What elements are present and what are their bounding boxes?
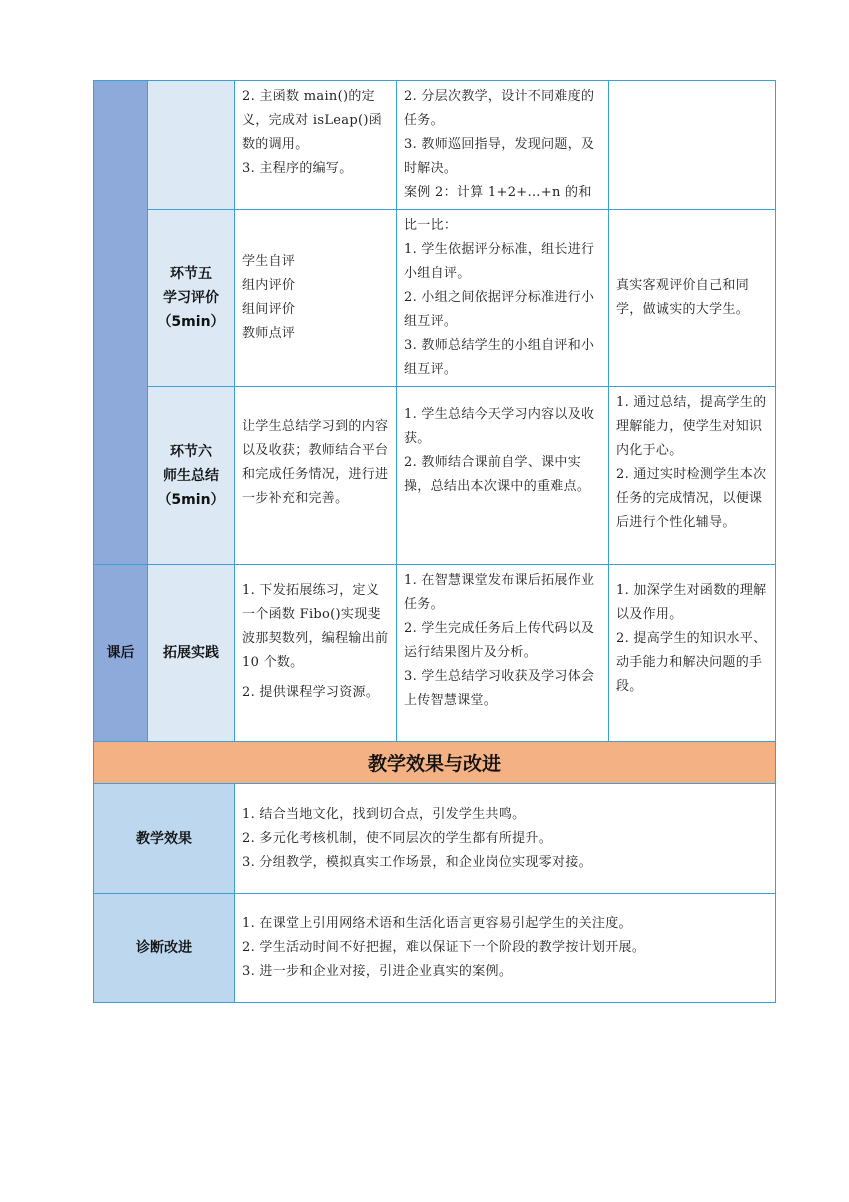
text-line: 2. 主函数 main()的定义，完成对 isLeap()函数的调用。 [242, 89, 383, 152]
content-cell [235, 81, 397, 210]
section-title-line: 环节六 [170, 443, 212, 460]
text-line: 真实客观评价自己和同学，做诚实的大学生。 [616, 278, 750, 317]
text-line: 3. 进一步和企业对接，引进企业真实的案例。 [242, 964, 513, 979]
phase-cell-in-class [94, 81, 148, 565]
text-line: 1. 加深学生对函数的理解以及作用。 [616, 583, 767, 622]
section-title-line: 拓展实践 [163, 645, 219, 661]
text-line: 2. 分层次教学，设计不同难度的任务。 [404, 89, 595, 128]
text-line: 组间评价 [242, 302, 296, 317]
teacher-activity-cell [397, 387, 609, 565]
effect-label: 教学效果 [94, 784, 235, 894]
improve-content [235, 894, 776, 1003]
section-title-line: 环节五 [170, 266, 212, 282]
section-title-line: 师生总结 [163, 467, 219, 484]
text-line: 3. 教师巡回指导，发现问题，及时解决。 [404, 137, 595, 176]
text-line: 组内评价 [242, 278, 296, 293]
text-line: 3. 教师总结学生的小组自评和小组互评。 [404, 338, 595, 377]
text-line: 2. 提供课程学习资源。 [242, 685, 380, 700]
text-line: 教师点评 [242, 326, 296, 341]
content-cell [235, 210, 397, 387]
text-line: 1. 在课堂上引用网络术语和生活化语言更容易引起学生的关注度。 [242, 916, 632, 931]
intent-cell [609, 565, 776, 742]
text-line: 2. 教师结合课前自学、课中实操，总结出本次课中的重难点。 [404, 455, 591, 494]
text-line: 2. 提高学生的知识水平、动手能力和解决问题的手段。 [616, 631, 767, 694]
text-line: 2. 小组之间依据评分标准进行小组互评。 [404, 290, 595, 329]
section-time: （5min） [157, 314, 225, 330]
text-line: 案例 2：计算 1+2+…+n 的和 [404, 185, 592, 200]
content-cell [235, 565, 397, 742]
text-line: 让学生总结学习到的内容以及收获；教师结合平台和完成任务情况，进行进一步补充和完善。 [242, 419, 389, 506]
text-line: 1. 学生总结今天学习内容以及收获。 [404, 407, 595, 446]
text-line: 1. 学生依据评分标准，组长进行小组自评。 [404, 242, 595, 281]
text-line: 2. 通过实时检测学生本次任务的完成情况，以便课后进行个性化辅导。 [616, 467, 767, 530]
section-cell [148, 81, 235, 210]
text-line: 2. 多元化考核机制，使不同层次的学生都有所提升。 [242, 830, 553, 846]
text-line: 3. 学生总结学习收获及学习体会上传智慧课堂。 [404, 669, 595, 708]
intent-cell [609, 81, 776, 210]
text-line: 2. 学生完成任务后上传代码以及运行结果图片及分析。 [404, 621, 595, 660]
text-line: 3. 主程序的编写。 [242, 161, 353, 176]
section-label-practice [148, 565, 235, 742]
teacher-activity-cell [397, 210, 609, 387]
section-banner: 教学效果与改进 [94, 742, 776, 784]
section-label-summary [148, 387, 235, 565]
section-time: （5min） [157, 491, 225, 508]
text-line: 学生自评 [242, 254, 296, 269]
text-line: 1. 下发拓展练习，定义一个函数 Fibo()实现斐波那契数列，编程输出前 10 个数。 [242, 583, 389, 670]
text-line: 2. 学生活动时间不好把握，难以保证下一个阶段的教学按计划开展。 [242, 940, 646, 955]
improve-label: 诊断改进 [94, 894, 235, 1003]
teacher-activity-cell [397, 81, 609, 210]
section-title-line: 学习评价 [163, 290, 219, 306]
content-cell [235, 387, 397, 565]
text-line: 1. 在智慧课堂发布课后拓展作业任务。 [404, 573, 595, 612]
intent-cell [609, 210, 776, 387]
lesson-plan-table [93, 80, 775, 1003]
effect-content [235, 784, 776, 894]
teacher-activity-cell [397, 565, 609, 742]
text-line: 比一比： [404, 218, 458, 233]
text-line: 1. 结合当地文化，找到切合点，引发学生共鸣。 [242, 806, 526, 822]
text-line: 1. 通过总结，提高学生的理解能力，使学生对知识内化于心。 [616, 395, 767, 458]
intent-cell [609, 387, 776, 565]
section-label-eval [148, 210, 235, 387]
text-line: 3. 分组教学，模拟真实工作场景，和企业岗位实现零对接。 [242, 854, 592, 870]
phase-label-after-class: 课后 [94, 565, 148, 742]
